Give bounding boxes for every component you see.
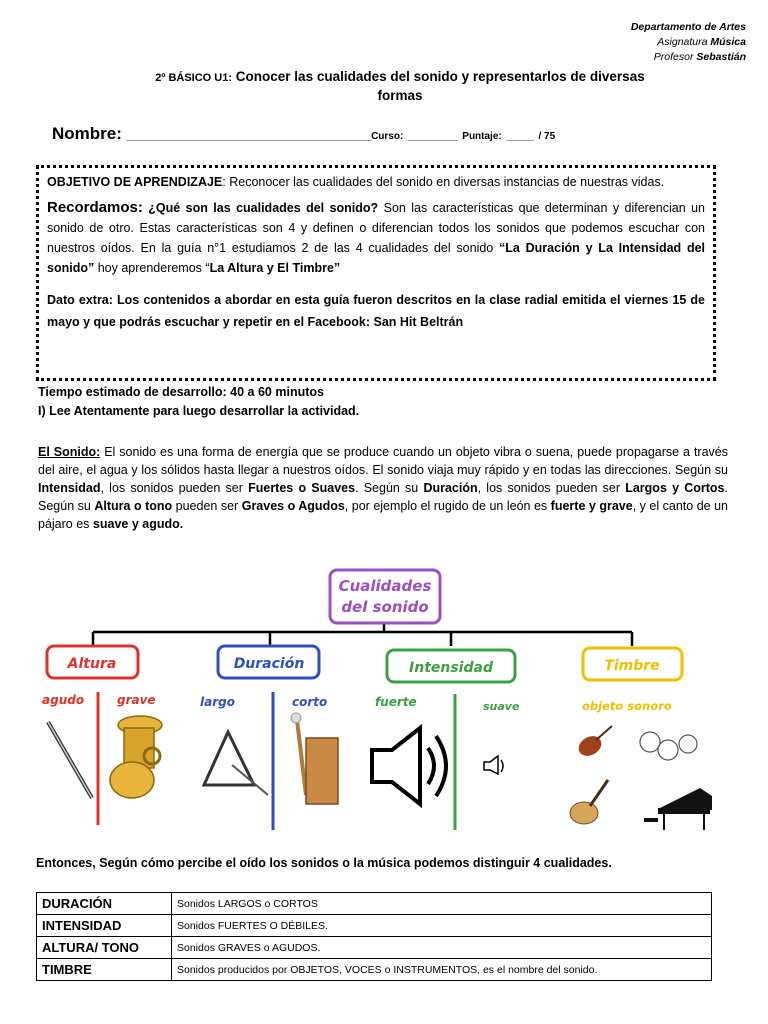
table-row: DURACIÓN Sonidos LARGOS o CORTOS <box>37 893 712 915</box>
page-title: 2º BÁSICO U1: Conocer las cualidades del sonido y representarlos de diversas formas <box>155 69 645 103</box>
score-field[interactable]: _____ <box>506 131 534 142</box>
instruction: I) Lee Atentamente para luego desarrollar la actividad. <box>38 404 360 418</box>
violin-icon <box>575 726 612 760</box>
table-row: TIMBRE Sonidos producidos por OBJETOS, VOCES o INSTRUMENTOS, es el nombre del sonido. <box>37 959 712 981</box>
objeto-sonoro-label: objeto sonoro <box>582 699 672 713</box>
root-label-line1: Cualidades <box>338 577 432 595</box>
fuerte-label: fuerte <box>375 695 417 709</box>
root-label-line2: del sonido <box>341 598 429 616</box>
altura-label: Altura <box>67 656 117 672</box>
agudo-label: agudo <box>42 693 85 707</box>
name-label: Nombre: <box>52 124 122 143</box>
voices-faces-icon <box>640 732 697 760</box>
corto-label: corto <box>292 695 328 709</box>
largo-label: largo <box>200 695 235 709</box>
objective-paragraph: OBJETIVO DE APRENDIZAJE: Reconocer las cualidades del sonido en diversas instancias de nuestras vidas. <box>47 175 665 189</box>
diagram-connectors <box>93 622 632 646</box>
department: Departamento de Artes Asignatura Música Profesor Sebastián <box>630 21 746 63</box>
intensidad-label: Intensidad <box>409 660 493 676</box>
objective-box <box>36 165 716 381</box>
extra-note: Dato extra: Los contenidos a abordar en esta guía fueron descritos en la clase radial emitida el viernes 15 de mayo y que podrás escuchar y repetir en el Facebook: San Hit Beltrán <box>47 293 705 329</box>
duracion-label: Duración <box>233 656 305 672</box>
wood-block-icon <box>291 713 338 804</box>
loud-speaker-icon <box>372 728 446 804</box>
suave-label: suave <box>483 700 520 713</box>
guitar-icon <box>570 780 608 824</box>
grave-label: grave <box>117 693 156 707</box>
course-field[interactable]: _________ <box>407 131 458 142</box>
triangle-instrument-icon <box>204 732 268 795</box>
recall-paragraph: Recordamos: ¿Qué son las cualidades del sonido? Son las características que determinan y diferencian un sonido de otro. Estas características son 4 y definen o diferencian todos los sonidos que podemos escuchar con nuestros oídos. En la guía n°1 estudiamos 2 de las 4 cualidades del sonido “La Duración y La Intensidad del sonido” hoy aprenderemos “La Altura y El Timbre” <box>47 199 706 275</box>
qualities-diagram <box>0 560 768 835</box>
student-info-line: Nombre: ____________________________________________Curso: _________ Puntaje: _____ / 75 <box>52 124 556 143</box>
qualities-table <box>36 892 712 981</box>
tuba-icon <box>110 716 162 798</box>
table-row: INTENSIDAD Sonidos FUERTES O DÉBILES. <box>37 915 712 937</box>
name-field[interactable]: ____________________________________________ <box>126 131 372 142</box>
flute-icon <box>48 722 92 798</box>
sound-paragraph: El Sonido: El sonido es una forma de energía que se produce cuando un objeto vibra o suena, puede propagarse a través del aire, el agua y los sólidos hasta llegar a nuestros oídos. El sonido viaja muy rápido y en todas las direcciones. Según su Intensidad, los sonidos pueden ser Fuertes o Suaves. Según su Duración, los sonidos pueden ser Largos y Cortos. Según su Altura o tono pueden ser Graves o Agudos, por ejemplo el rugido de un león es fuerte y grave, y el canto de un pájaro es suave y agudo. <box>38 445 729 531</box>
soft-speaker-icon <box>484 756 503 774</box>
conclusion: Entonces, Según cómo percibe el oído los sonidos o la música podemos distinguir 4 cualidades. <box>36 856 612 870</box>
piano-icon <box>644 788 712 830</box>
time-estimate: Tiempo estimado de desarrollo: 40 a 60 minutos <box>38 385 324 399</box>
timbre-label: Timbre <box>604 658 660 674</box>
table-row: ALTURA/ TONO Sonidos GRAVES o AGUDOS. <box>37 937 712 959</box>
